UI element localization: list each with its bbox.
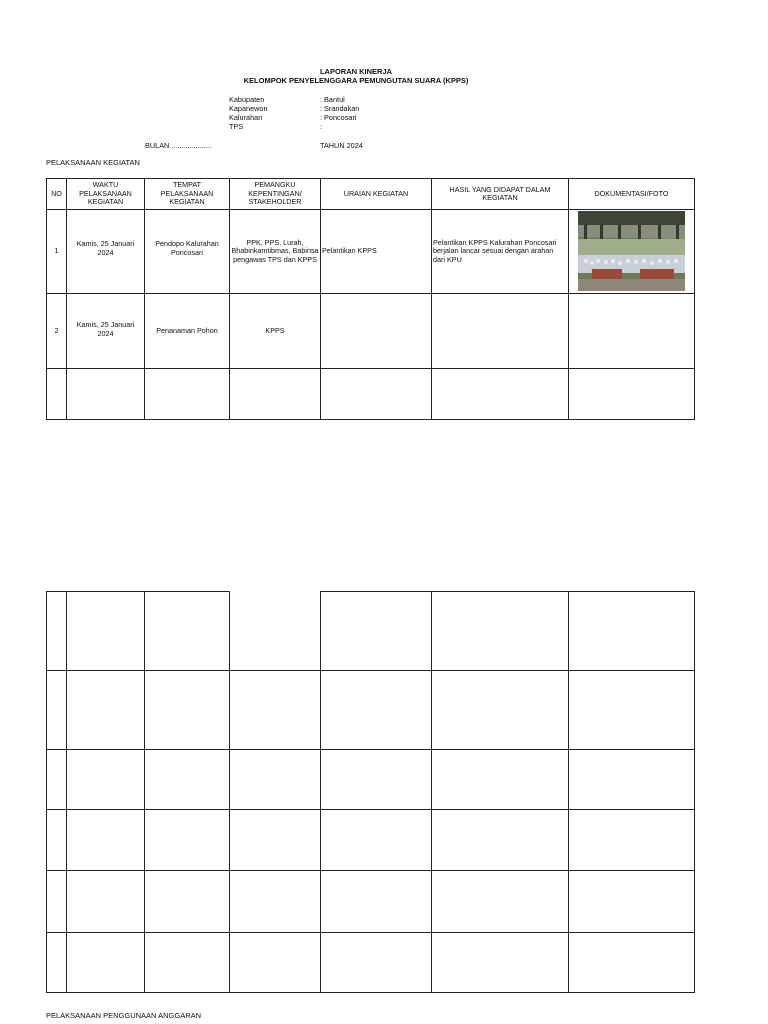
empty-cell xyxy=(230,671,321,750)
empty-cell xyxy=(230,369,321,420)
meta-value-kapanewon: : Srandakan xyxy=(320,104,360,113)
empty-cell xyxy=(145,810,230,871)
empty-cell xyxy=(47,369,67,420)
cell-uraian xyxy=(321,294,432,369)
table-row xyxy=(47,294,695,369)
empty-cell xyxy=(321,933,432,993)
tahun-field: TAHUN 2024 xyxy=(320,141,363,150)
empty-cell xyxy=(569,810,695,871)
empty-cell xyxy=(321,592,432,671)
empty-cell xyxy=(321,871,432,933)
empty-cell xyxy=(432,592,569,671)
cell-tempat: Pendopo Kalurahan Poncosari xyxy=(145,210,230,294)
cell-uraian: Pelantikan KPPS xyxy=(321,210,432,294)
empty-cell xyxy=(47,671,67,750)
empty-cell xyxy=(569,871,695,933)
empty-cell xyxy=(321,671,432,750)
empty-cell xyxy=(47,871,67,933)
cell-stakeholder: PPK, PPS, Lurah, Bhabinkamtibmas, Babinsa pengawas TPS dan KPPS xyxy=(230,210,321,294)
continuation-table xyxy=(46,591,695,993)
table-row xyxy=(47,369,695,420)
cell-no: 2 xyxy=(47,294,67,369)
empty-cell xyxy=(145,933,230,993)
report-title: LAPORAN KINERJA xyxy=(319,67,393,76)
cell-tempat: Penanaman Pohon xyxy=(145,294,230,369)
cell-waktu: Kamis, 25 Januari 2024 xyxy=(67,294,145,369)
table-row xyxy=(47,671,695,750)
meta-value-kabupaten: : Bantul xyxy=(320,95,345,104)
col-header-foto: DOKUMENTASI/FOTO xyxy=(569,179,695,210)
meta-label-kalurahan: Kalurahan xyxy=(229,113,263,122)
empty-cell xyxy=(432,871,569,933)
empty-cell xyxy=(321,810,432,871)
table-row xyxy=(47,933,695,993)
col-header-tempat: TEMPAT PELAKSANAAN KEGIATAN xyxy=(145,179,230,210)
empty-cell xyxy=(321,750,432,810)
table-row xyxy=(47,810,695,871)
empty-cell xyxy=(47,592,67,671)
empty-cell xyxy=(47,810,67,871)
col-header-stakeholder: PEMANGKU KEPENTINGAN/ STAKEHOLDER xyxy=(230,179,321,210)
table-row xyxy=(47,592,695,671)
cell-stakeholder: KPPS xyxy=(230,294,321,369)
cell-foto xyxy=(569,294,695,369)
empty-cell xyxy=(569,592,695,671)
empty-cell xyxy=(569,671,695,750)
cell-hasil xyxy=(432,294,569,369)
report-subtitle: KELOMPOK PENYELENGGARA PEMUNGUTAN SUARA (KPPS) xyxy=(243,76,469,85)
cell-foto xyxy=(569,210,695,294)
cell-waktu: Kamis, 25 Januari 2024 xyxy=(67,210,145,294)
empty-cell xyxy=(432,750,569,810)
col-header-waktu: WAKTU PELAKSANAAN KEGIATAN xyxy=(67,179,145,210)
empty-cell xyxy=(230,750,321,810)
bulan-field: BULAN .................... xyxy=(145,141,212,150)
empty-cell xyxy=(432,810,569,871)
empty-cell xyxy=(230,933,321,993)
empty-cell xyxy=(230,592,321,671)
empty-cell xyxy=(569,750,695,810)
photo-icon xyxy=(578,211,685,291)
empty-cell xyxy=(569,369,695,420)
activity-table xyxy=(46,178,695,420)
empty-cell xyxy=(67,750,145,810)
empty-cell xyxy=(432,933,569,993)
empty-cell xyxy=(432,369,569,420)
empty-cell xyxy=(432,671,569,750)
section-title-kegiatan: PELAKSANAAN KEGIATAN xyxy=(46,158,140,167)
empty-cell xyxy=(47,750,67,810)
meta-value-tps: : xyxy=(320,122,323,131)
table-row xyxy=(47,871,695,933)
col-header-hasil: HASIL YANG DIDAPAT DALAM KEGIATAN xyxy=(432,179,569,210)
meta-label-tps: TPS xyxy=(229,122,244,131)
empty-cell xyxy=(67,933,145,993)
cell-hasil: Pelantikan KPPS Kalurahan Poncosari berjalan lancar sesuai dengan arahan dari KPU xyxy=(432,210,569,294)
empty-cell xyxy=(145,369,230,420)
meta-value-kalurahan: : Poncosari xyxy=(320,113,357,122)
empty-cell xyxy=(321,369,432,420)
table-row xyxy=(47,210,695,294)
empty-cell xyxy=(145,592,230,671)
table-header-row xyxy=(47,179,695,210)
empty-cell xyxy=(145,871,230,933)
col-header-uraian: URAIAN KEGIATAN xyxy=(321,179,432,210)
empty-cell xyxy=(145,671,230,750)
empty-cell xyxy=(145,750,230,810)
empty-cell xyxy=(569,933,695,993)
table-row xyxy=(47,750,695,810)
empty-cell xyxy=(47,933,67,993)
section-title-anggaran: PELAKSANAAN PENGGUNAAN ANGGARAN xyxy=(46,1011,202,1020)
cell-no: 1 xyxy=(47,210,67,294)
empty-cell xyxy=(230,871,321,933)
col-header-no: NO xyxy=(47,179,67,210)
empty-cell xyxy=(67,592,145,671)
empty-cell xyxy=(67,671,145,750)
empty-cell xyxy=(67,810,145,871)
empty-cell xyxy=(67,871,145,933)
empty-cell xyxy=(67,369,145,420)
empty-cell xyxy=(230,810,321,871)
meta-label-kapanewon: Kapanewon xyxy=(229,104,268,113)
meta-label-kabupaten: Kabupaten xyxy=(229,95,265,104)
